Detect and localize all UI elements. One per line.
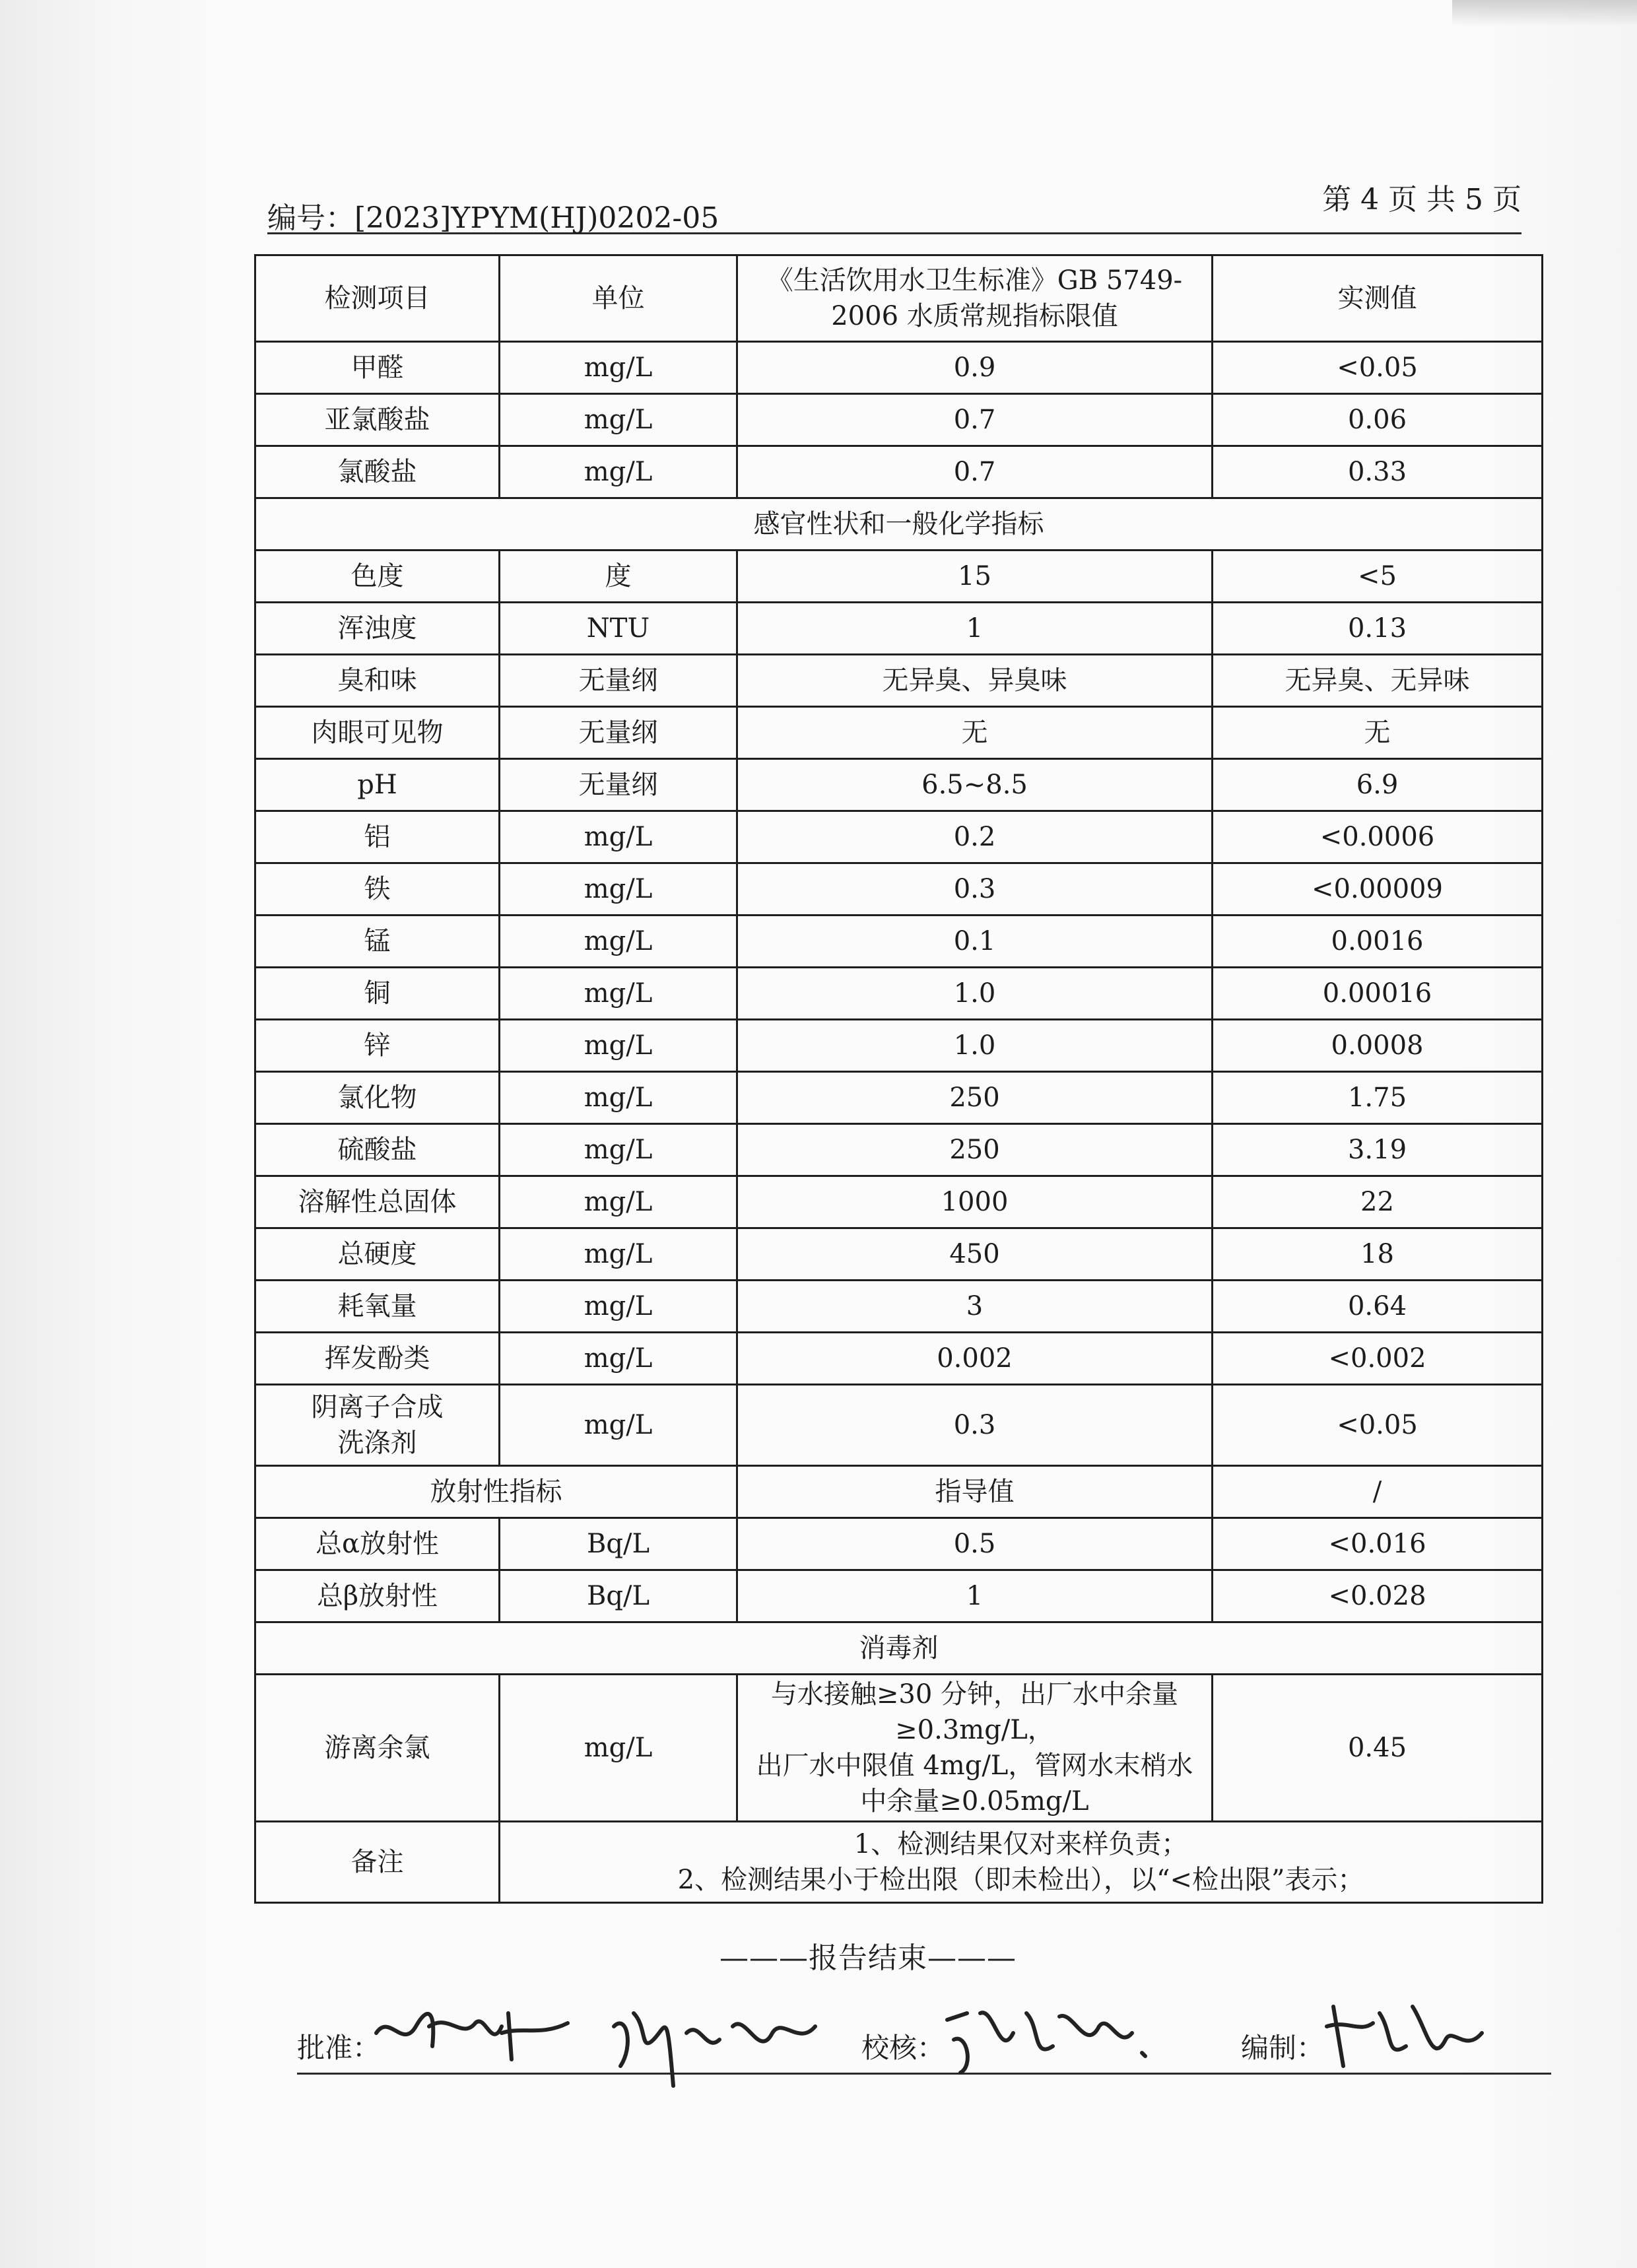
table-row [255, 863, 1543, 916]
limit-cell: 6.5~8.5 [737, 759, 1213, 811]
item-line: 洗涤剂 [337, 1428, 417, 1458]
unit-cell: Bq/L [500, 1518, 737, 1570]
unit-cell: 度 [500, 550, 737, 603]
table-row [255, 394, 1543, 446]
table-row [255, 1072, 1543, 1124]
value-cell: 18 [1213, 1228, 1543, 1281]
limit-cell: 0.1 [737, 916, 1213, 968]
unit-cell: mg/L [500, 342, 737, 394]
item-cell: 总α放射性 [255, 1518, 500, 1570]
item-cell: 氯酸盐 [255, 446, 500, 498]
value-cell: <0.05 [1213, 1385, 1543, 1466]
limit-cell: 1.0 [737, 968, 1213, 1020]
section-title: 感官性状和一般化学指标 [255, 498, 1543, 550]
section-title: 消毒剂 [255, 1622, 1543, 1675]
limit-cell: 250 [737, 1124, 1213, 1176]
unit-cell: mg/L [500, 1020, 737, 1072]
column-header-value: 实测值 [1213, 255, 1543, 342]
table-row [255, 1176, 1543, 1228]
unit-cell: mg/L [500, 1675, 737, 1822]
item-cell: 浑浊度 [255, 603, 500, 655]
table-row [255, 916, 1543, 968]
limit-cell: 1 [737, 1570, 1213, 1622]
value-cell: 3.19 [1213, 1124, 1543, 1176]
item-cell: 硫酸盐 [255, 1124, 500, 1176]
limit-cell: 0.7 [737, 394, 1213, 446]
table-header-row [255, 255, 1543, 342]
unit-cell: mg/L [500, 394, 737, 446]
limit-cell: 15 [737, 550, 1213, 603]
value-cell: <0.016 [1213, 1518, 1543, 1570]
limit-cell: 0.5 [737, 1518, 1213, 1570]
table-row [255, 342, 1543, 394]
remarks-label: 备注 [255, 1822, 500, 1903]
item-cell: 铁 [255, 863, 500, 916]
value-cell: 6.9 [1213, 759, 1543, 811]
table-row [255, 1228, 1543, 1281]
limit-cell: 3 [737, 1281, 1213, 1333]
value-cell: 无 [1213, 707, 1543, 759]
limit-cell: 1.0 [737, 1020, 1213, 1072]
limit-cell: 0.3 [737, 1385, 1213, 1466]
approve-label: 批准： [297, 2032, 381, 2064]
section-row-sensory [255, 498, 1543, 550]
table-row [255, 759, 1543, 811]
item-cell: 铝 [255, 811, 500, 863]
column-header-unit: 单位 [500, 255, 737, 342]
prepare-label: 编制： [1241, 2032, 1325, 2064]
table-row [255, 1281, 1543, 1333]
value-header-cell: / [1213, 1466, 1543, 1518]
table-row [255, 811, 1543, 863]
approver-signature-1 [370, 1987, 581, 2086]
limit-line: ≥0.3mg/L， [895, 1715, 1054, 1745]
table-row [255, 1675, 1543, 1822]
unit-cell: 无量纲 [500, 707, 737, 759]
unit-cell: mg/L [500, 1228, 737, 1281]
item-cell: 氯化物 [255, 1072, 500, 1124]
item-cell: pH [255, 759, 500, 811]
item-cell: 锌 [255, 1020, 500, 1072]
value-cell: 无异臭、无异味 [1213, 655, 1543, 707]
value-cell: <0.05 [1213, 342, 1543, 394]
unit-cell: mg/L [500, 1281, 737, 1333]
item-cell: 肉眼可见物 [255, 707, 500, 759]
unit-cell: mg/L [500, 446, 737, 498]
limit-line: 出厂水中限值 4mg/L，管网水末梢水 [756, 1751, 1193, 1781]
test-results-table [254, 254, 1543, 1904]
unit-cell: NTU [500, 603, 737, 655]
approver-signature-2 [607, 1987, 825, 2099]
remarks-text [500, 1822, 1543, 1903]
limit-cell: 0.9 [737, 342, 1213, 394]
limit-cell: 0.2 [737, 811, 1213, 863]
value-cell: <5 [1213, 550, 1543, 603]
item-cell: 总β放射性 [255, 1570, 500, 1622]
document-number: 编号：[2023]YPYM(HJ)0202-05 [267, 201, 719, 235]
limit-cell: 0.3 [737, 863, 1213, 916]
column-header-item: 检测项目 [255, 255, 500, 342]
unit-cell: Bq/L [500, 1570, 737, 1622]
value-cell: 0.13 [1213, 603, 1543, 655]
table-row [255, 655, 1543, 707]
item-cell: 挥发酚类 [255, 1333, 500, 1385]
check-label: 校核： [861, 2032, 945, 2064]
item-cell: 耗氧量 [255, 1281, 500, 1333]
unit-cell: 无量纲 [500, 759, 737, 811]
item-cell [255, 1385, 500, 1466]
value-cell: 0.0008 [1213, 1020, 1543, 1072]
unit-cell: mg/L [500, 863, 737, 916]
unit-cell: mg/L [500, 1385, 737, 1466]
value-cell: 0.00016 [1213, 968, 1543, 1020]
item-cell: 总硬度 [255, 1228, 500, 1281]
unit-cell: mg/L [500, 916, 737, 968]
table-row [255, 1518, 1543, 1570]
table-row [255, 1020, 1543, 1072]
item-cell: 色度 [255, 550, 500, 603]
report-end-text: ———报告结束——— [719, 1941, 1017, 1975]
column-header-limit: 《生活饮用水卫生标准》GB 5749-2006 水质常规指标限值 [737, 255, 1213, 342]
table-row [255, 1333, 1543, 1385]
signature-row [297, 2000, 1551, 2075]
value-cell: 1.75 [1213, 1072, 1543, 1124]
limit-cell: 无异臭、异臭味 [737, 655, 1213, 707]
limit-cell: 1000 [737, 1176, 1213, 1228]
unit-cell: mg/L [500, 968, 737, 1020]
item-cell: 锰 [255, 916, 500, 968]
table-row [255, 603, 1543, 655]
limit-cell: 0.7 [737, 446, 1213, 498]
value-cell: 0.64 [1213, 1281, 1543, 1333]
table-row [255, 550, 1543, 603]
value-cell: <0.0006 [1213, 811, 1543, 863]
table-row [255, 446, 1543, 498]
value-cell: 0.0016 [1213, 916, 1543, 968]
value-cell: <0.028 [1213, 1570, 1543, 1622]
remarks-row [255, 1822, 1543, 1903]
table-row [255, 1385, 1543, 1466]
value-cell: <0.002 [1213, 1333, 1543, 1385]
limit-cell: 250 [737, 1072, 1213, 1124]
table-row [255, 707, 1543, 759]
remark-line: 1、检测结果仅对来样负责； [853, 1829, 1188, 1859]
item-cell: 游离余氯 [255, 1675, 500, 1822]
limit-cell: 无 [737, 707, 1213, 759]
document-header [267, 183, 1521, 235]
item-line: 阴离子合成 [311, 1392, 444, 1422]
item-cell: 溶解性总固体 [255, 1176, 500, 1228]
item-cell: 亚氯酸盐 [255, 394, 500, 446]
limit-cell: 450 [737, 1228, 1213, 1281]
value-cell: 0.33 [1213, 446, 1543, 498]
item-cell: 臭和味 [255, 655, 500, 707]
remark-line: 2、检测结果小于检出限（即未检出），以“<检出限”表示； [677, 1865, 1364, 1895]
item-cell: 铜 [255, 968, 500, 1020]
unit-cell: mg/L [500, 811, 737, 863]
unit-cell: 无量纲 [500, 655, 737, 707]
unit-cell: mg/L [500, 1333, 737, 1385]
section-row-disinfectant [255, 1622, 1543, 1675]
limit-header-cell: 指导值 [737, 1466, 1213, 1518]
table-row [255, 1124, 1543, 1176]
unit-cell: mg/L [500, 1176, 737, 1228]
limit-line: 中余量≥0.05mg/L [860, 1786, 1089, 1817]
unit-cell: mg/L [500, 1124, 737, 1176]
table-row [255, 1570, 1543, 1622]
value-cell: <0.00009 [1213, 863, 1543, 916]
limit-line: 与水接触≥30 分钟，出厂水中余量 [770, 1679, 1179, 1710]
section-title: 放射性指标 [255, 1466, 737, 1518]
limit-cell: 0.002 [737, 1333, 1213, 1385]
preparer-signature [1320, 1987, 1492, 2086]
section-row-radioactivity [255, 1466, 1543, 1518]
page-number: 第 4 页 共 5 页 [1322, 183, 1521, 217]
limit-cell [737, 1675, 1213, 1822]
unit-cell: mg/L [500, 1072, 737, 1124]
checker-signature [941, 1987, 1158, 2086]
scan-shadow [1452, 0, 1637, 26]
value-cell: 0.06 [1213, 394, 1543, 446]
limit-cell: 1 [737, 603, 1213, 655]
value-cell: 22 [1213, 1176, 1543, 1228]
table-row [255, 968, 1543, 1020]
value-cell: 0.45 [1213, 1675, 1543, 1822]
item-cell: 甲醛 [255, 342, 500, 394]
